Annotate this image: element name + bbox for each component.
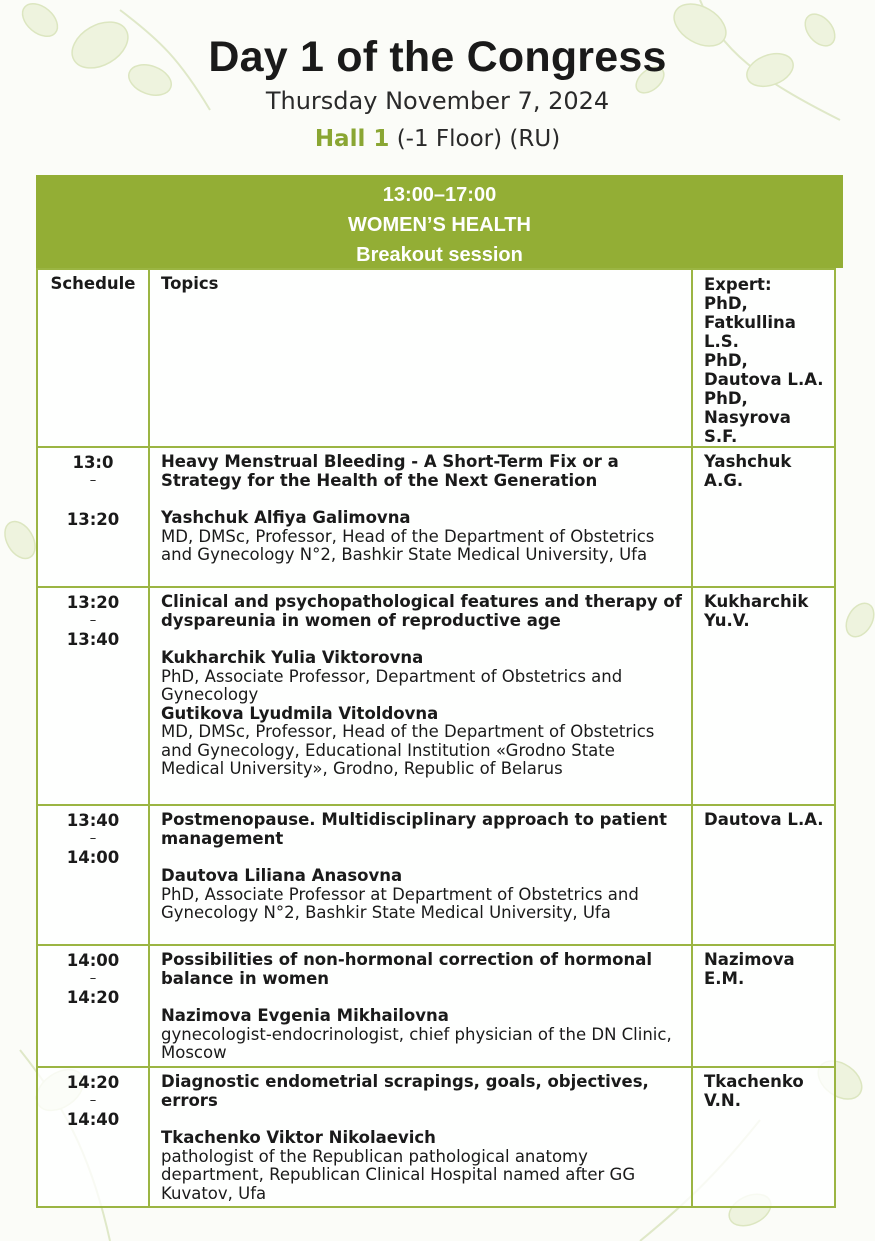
topic-title: Diagnostic endometrial scrapings, goals, objectives, errors: [161, 1072, 649, 1110]
time-cell: [37, 945, 149, 1067]
end-time: 13:20: [66, 510, 120, 529]
expert-cell: Nazimova E.M.: [692, 945, 835, 1067]
hall-location: (-1 Floor) (RU): [396, 126, 561, 152]
speaker-desc: MD, DMSc, Professor, Head of the Department of Obstetrics and Gynecology, Educational Institution «Grodno State Medical University», Grodno, Republic of Belarus: [161, 722, 655, 778]
time-dash: –: [89, 473, 97, 488]
speaker-name: Nazimova Evgenia Mikhailovna: [161, 1006, 449, 1025]
expert-name: PhD, Nasyrova S.F.: [704, 389, 791, 446]
time-cell: [37, 1067, 149, 1207]
schedule-table: [36, 175, 842, 1208]
topic-cell: [149, 805, 692, 945]
expert-name: PhD, Dautova L.A.: [704, 351, 824, 389]
time-dash: –: [89, 831, 97, 846]
time-cell: [37, 805, 149, 945]
header-experts: [692, 269, 835, 447]
speaker-name: Gutikova Lyudmila Vitoldovna: [161, 703, 439, 723]
topic-cell: [149, 1067, 692, 1207]
event-date: Thursday November 7, 2024: [265, 87, 610, 115]
table-row: [37, 805, 835, 945]
start-time: 14:20: [66, 1073, 120, 1092]
speaker-name: Yashchuk Alfiya Galimovna: [161, 508, 411, 527]
end-time: 14:20: [66, 988, 120, 1007]
speaker-name: Tkachenko Viktor Nikolaevich: [161, 1128, 436, 1147]
table-row: [37, 1067, 835, 1207]
table-row: [37, 447, 835, 587]
speaker-desc: pathologist of the Republican pathological anatomy department, Republican Clinical Hospital named after GG Kuvatov, Ufa: [161, 1146, 636, 1203]
topic-title: Postmenopause. Multidisciplinary approach to patient management: [161, 810, 667, 848]
start-time: 13:20: [66, 593, 120, 612]
speaker-desc: gynecologist-endocrinologist, chief physician of the DN Clinic, Moscow: [161, 1024, 672, 1062]
time-cell: [37, 447, 149, 587]
expert-cell: Yashchuk A.G.: [692, 447, 835, 587]
end-time: 14:00: [66, 848, 120, 867]
topic-title: Clinical and psychopathological features and therapy of dyspareunia in women of reproductive age: [161, 592, 682, 630]
time-dash: –: [89, 971, 97, 986]
session-time: 13:00–17:00: [382, 184, 497, 206]
expert-name: PhD, Fatkullina L.S.: [704, 294, 796, 351]
topic-cell: [149, 945, 692, 1067]
speaker-name: Dautova Liliana Anasovna: [161, 866, 403, 885]
speaker-name: Kukharchik Yulia Viktorovna: [161, 648, 424, 667]
topic-cell: [149, 587, 692, 805]
expert-cell: Kukharchik Yu.V.: [692, 587, 835, 805]
time-cell: [37, 587, 149, 805]
speaker-desc: MD, DMSc, Professor, Head of the Department of Obstetrics and Gynecology N°2, Bashkir State Medical University, Ufa: [161, 526, 655, 564]
session-type: Breakout session: [356, 244, 523, 266]
start-time: 13:40: [66, 811, 120, 830]
session-name: WOMEN’S HEALTH: [348, 214, 531, 236]
topic-title: Possibilities of non-hormonal correction of hormonal balance in women: [161, 950, 653, 988]
hall-line: [0, 121, 875, 157]
time-dash: –: [89, 1093, 97, 1108]
hall-name: Hall 1: [314, 126, 390, 152]
table-row: [37, 945, 835, 1067]
header-topics: Topics: [149, 269, 692, 447]
header-schedule: Schedule: [37, 269, 149, 447]
topic-cell: [149, 447, 692, 587]
start-time: 14:00: [66, 951, 120, 970]
expert-label: Expert:: [704, 275, 772, 294]
program-table: [36, 268, 836, 1208]
page-header: [0, 30, 875, 157]
table-header-row: [37, 269, 835, 447]
end-time: 14:40: [66, 1110, 120, 1129]
page-title: Day 1 of the Congress: [208, 33, 667, 81]
end-time: 13:40: [66, 630, 120, 649]
speaker-desc: PhD, Associate Professor at Department of Obstetrics and Gynecology N°2, Bashkir State Medical University, Ufa: [161, 884, 639, 922]
time-dash: –: [89, 613, 97, 628]
start-time: 13:0: [72, 453, 114, 472]
expert-cell: Tkachenko V.N.: [692, 1067, 835, 1207]
session-banner: [36, 175, 843, 268]
expert-cell: Dautova L.A.: [692, 805, 835, 945]
table-row: [37, 587, 835, 805]
topic-title: Heavy Menstrual Bleeding - A Short-Term Fix or a Strategy for the Health of the Next Generation: [161, 452, 619, 490]
speaker-desc: PhD, Associate Professor, Department of Obstetrics and Gynecology: [161, 666, 623, 704]
